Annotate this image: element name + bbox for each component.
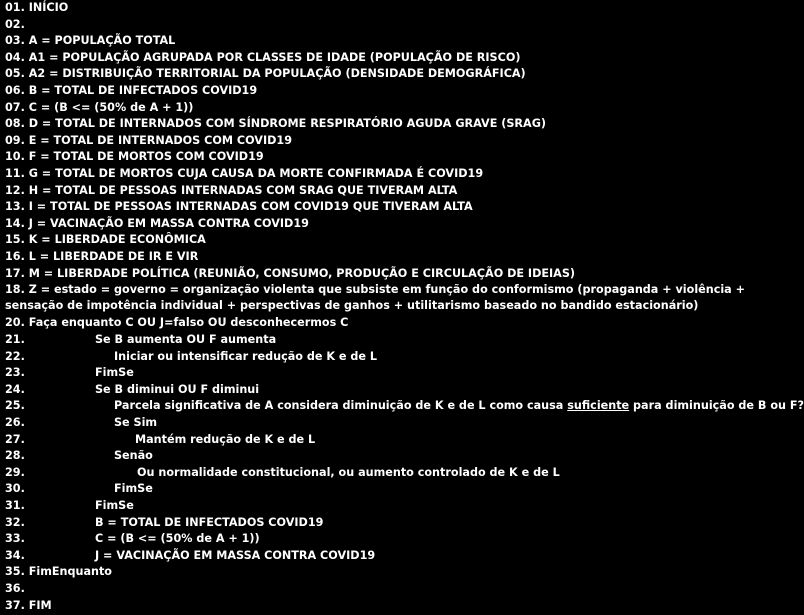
- code-line-29: [5, 465, 764, 481]
- line-number: 31.: [5, 499, 25, 512]
- line-text: FimSe: [95, 366, 134, 380]
- line-number: 15.: [5, 233, 25, 247]
- line-number: 34.: [5, 548, 25, 562]
- line-text: M = LIBERDADE POLÍTICA (REUNIÃO, CONSUMO, PRODUÇÃO E CIRCULAÇÃO DE IDEIAS): [28, 266, 576, 280]
- line-number: 26.: [5, 416, 25, 429]
- code-line-20: [5, 315, 764, 331]
- line-text: G = TOTAL DE MORTOS CUJA CAUSA DA MORTE CONFIRMADA É COVID19: [28, 167, 484, 180]
- line-text: A1 = POPULAÇÃO AGRUPADA POR CLASSES DE IDADE (POPULAÇÃO DE RISCO): [28, 50, 521, 64]
- line-text: INÍCIO: [28, 1, 69, 14]
- line-number: 07.: [5, 100, 25, 114]
- line-text: C = (B <= (50% de A + 1)): [28, 100, 194, 114]
- code-line-16: [5, 249, 764, 265]
- code-line-01: [5, 0, 764, 16]
- code-line-27: [5, 432, 764, 448]
- code-line-23: [5, 365, 764, 381]
- code-line-09: [5, 133, 764, 149]
- line-text: Faça enquanto C OU J=falso OU desconhecermos C: [28, 316, 349, 330]
- line-number: 02.: [5, 17, 25, 31]
- code-line-17: [5, 266, 764, 282]
- code-line-14: [5, 216, 764, 232]
- line-number: 10.: [5, 150, 25, 164]
- line-number: 06.: [5, 84, 25, 97]
- line-text: FimSe: [95, 499, 134, 512]
- line-text: C = (B <= (50% de A + 1)): [95, 532, 260, 546]
- line-number: 16.: [5, 250, 25, 263]
- line-number: 22.: [5, 349, 25, 363]
- line-text: Senão: [114, 449, 153, 463]
- code-line-15: [5, 232, 764, 248]
- code-line-18: [5, 282, 764, 315]
- code-line-07: [5, 100, 764, 116]
- code-line-12: [5, 183, 764, 199]
- code-line-05: [5, 66, 764, 82]
- line-number: 27.: [5, 432, 25, 446]
- line-number: 01.: [5, 1, 25, 14]
- line-number: 11.: [5, 167, 25, 180]
- code-line-06: [5, 83, 764, 99]
- line-text: Se B aumenta OU F aumenta: [95, 333, 277, 346]
- line-number: 23.: [5, 366, 25, 380]
- code-line-33: [5, 531, 764, 547]
- line-text: J = VACINAÇÃO EM MASSA CONTRA COVID19: [95, 548, 376, 562]
- line-number: 04.: [5, 50, 25, 64]
- code-line-21: [5, 332, 764, 348]
- line-number: 25.: [5, 399, 25, 413]
- line-text: [114, 398, 804, 414]
- code-line-35: [5, 564, 764, 580]
- code-line-25: [5, 398, 804, 414]
- line-text-after: para diminuição de B ou F?: [629, 399, 804, 413]
- line-number: 29.: [5, 465, 25, 479]
- line-number: 37.: [5, 598, 25, 612]
- line-number: 12.: [5, 183, 25, 197]
- code-line-22: [5, 349, 764, 365]
- code-line-24: [5, 382, 764, 398]
- line-number: 17.: [5, 266, 25, 280]
- code-line-13: [5, 199, 764, 215]
- underlined-word: suficiente: [567, 399, 630, 413]
- code-line-30: [5, 481, 764, 497]
- line-text: FIM: [28, 598, 52, 612]
- code-line-28: [5, 448, 764, 464]
- line-text: B = TOTAL DE INFECTADOS COVID19: [95, 515, 324, 529]
- code-line-32: [5, 515, 764, 531]
- line-number: 05.: [5, 67, 25, 81]
- code-line-10: [5, 149, 764, 165]
- line-text: Ou normalidade constitucional, ou aumento controlado de K e de L: [137, 465, 560, 479]
- line-number: 32.: [5, 515, 25, 529]
- line-number: 36.: [5, 582, 25, 595]
- line-text: L = LIBERDADE DE IR E VIR: [28, 250, 199, 263]
- line-text: A = POPULAÇÃO TOTAL: [28, 34, 176, 48]
- line-number: 28.: [5, 449, 25, 463]
- line-text: Se Sim: [114, 416, 158, 429]
- line-text: FimEnquanto: [28, 565, 112, 579]
- line-number: 09.: [5, 133, 25, 147]
- line-text: Iniciar ou intensificar redução de K e de L: [114, 349, 378, 363]
- line-text: H = TOTAL DE PESSOAS INTERNADAS COM SRAG QUE TIVERAM ALTA: [28, 183, 458, 197]
- line-text: I = TOTAL DE PESSOAS INTERNADAS COM COVID19 QUE TIVERAM ALTA: [28, 200, 473, 214]
- line-number: 14.: [5, 216, 25, 230]
- line-number: 35.: [5, 565, 25, 579]
- line-text-before: Parcela significativa de A considera diminuição de K e de L como causa: [114, 399, 568, 413]
- line-text: A2 = DISTRIBUIÇÃO TERRITORIAL DA POPULAÇÃO (DENSIDADE DEMOGRÁFICA): [28, 67, 526, 81]
- code-line-04: [5, 50, 764, 66]
- line-number: 20.: [5, 316, 25, 330]
- line-number: 24.: [5, 382, 25, 396]
- code-line-34: [5, 548, 764, 564]
- code-line-03: [5, 33, 764, 49]
- line-text: Mantém redução de K e de L: [135, 432, 316, 446]
- line-number: 08.: [5, 117, 25, 131]
- code-line-11: [5, 166, 764, 182]
- line-number: 33.: [5, 532, 25, 546]
- code-line-31: [5, 498, 764, 514]
- code-line-08: [5, 116, 764, 132]
- line-text: Se B diminui OU F diminui: [95, 382, 260, 396]
- line-text: K = LIBERDADE ECONÔMICA: [28, 233, 206, 247]
- line-text: F = TOTAL DE MORTOS COM COVID19: [28, 150, 264, 164]
- code-line-02: [5, 17, 764, 33]
- line-number: 21.: [5, 333, 25, 346]
- line-text: J = VACINAÇÃO EM MASSA CONTRA COVID19: [28, 216, 309, 230]
- code-line-36: [5, 581, 764, 597]
- line-text: D = TOTAL DE INTERNADOS COM SÍNDROME RESPIRATÓRIO AGUDA GRAVE (SRAG): [28, 117, 546, 131]
- line-number: 03.: [5, 34, 25, 48]
- line-number: 30.: [5, 482, 25, 496]
- line-text: E = TOTAL DE INTERNADOS COM COVID19: [28, 133, 292, 147]
- code-line-37: [5, 598, 764, 614]
- line-text: FimSe: [114, 482, 153, 496]
- line-number: 13.: [5, 200, 25, 214]
- line-text: B = TOTAL DE INFECTADOS COVID19: [28, 84, 258, 97]
- line-text: Z = estado = governo = organização violenta que subsiste em função do conformismo (propaganda + violência + sensação de impotência individual + perspectivas de ganhos + utilitarismo baseado no bandido estacionário): [5, 283, 746, 313]
- code-line-26: [5, 415, 764, 431]
- line-number: 18.: [5, 283, 25, 297]
